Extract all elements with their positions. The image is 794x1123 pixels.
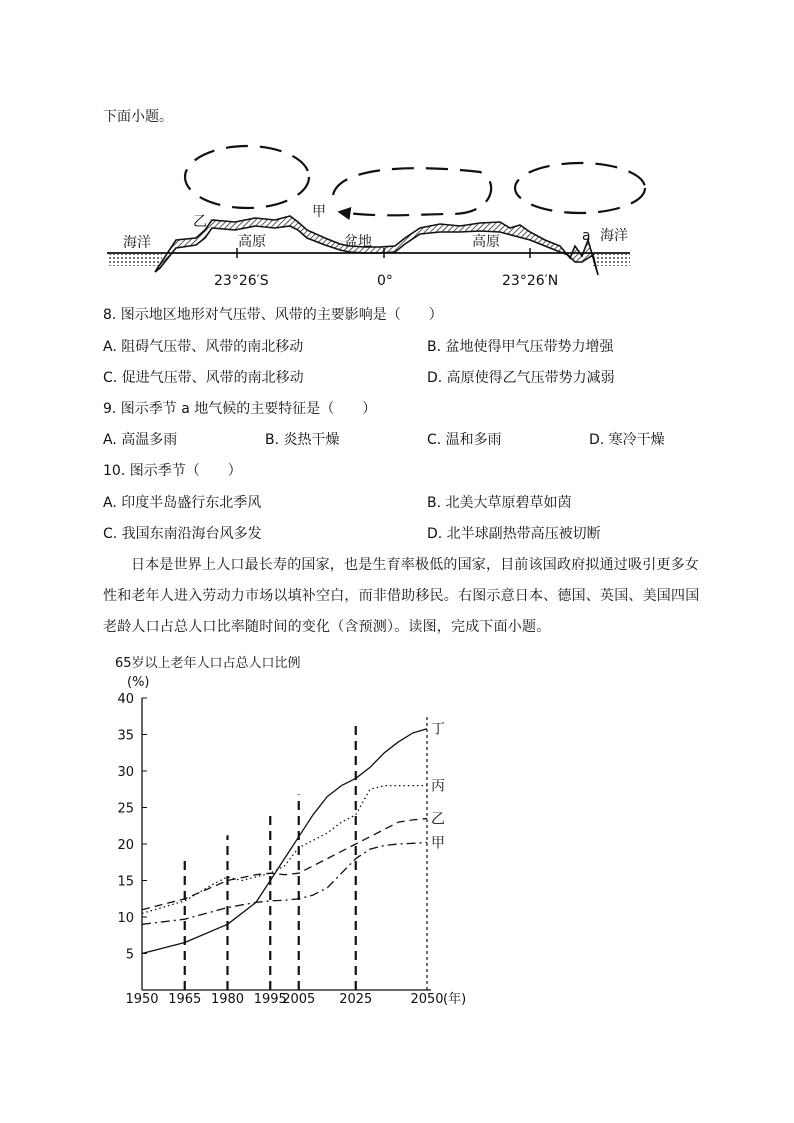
y-tick-label: 40 bbox=[117, 692, 134, 707]
label-lat-s: 23°26′S bbox=[214, 273, 269, 289]
x-tick-label: 2005 bbox=[282, 992, 316, 1007]
option-b: B. 炎热干燥 bbox=[265, 432, 340, 448]
x-tick-label: 1980 bbox=[210, 992, 245, 1007]
y-tick-label: 15 bbox=[117, 874, 134, 890]
y-axis-unit: (%) bbox=[127, 675, 150, 690]
label-yi: 乙 bbox=[193, 214, 207, 230]
y-tick-label: 10 bbox=[117, 911, 134, 926]
ocean-left bbox=[107, 254, 162, 266]
label-lat-0: 0° bbox=[377, 273, 393, 289]
circulation-left bbox=[185, 146, 309, 208]
chart-series bbox=[142, 729, 427, 954]
question-stem: 8. 图示地区地形对气压带、风带的主要影响是（ ） bbox=[103, 307, 443, 323]
passage: 日本是世界上人口最长寿的国家，也是生育率极低的国家，目前该国政府拟通过吸引更多女性和老年人进入劳动力市场以填补空白，而非借助移民。右图示意日本、德国、英国、美国四国老龄人口占总人口比率随时间的变化（含预测）。读图，完成下面小题。 bbox=[103, 557, 700, 635]
x-axis-unit: (年) bbox=[443, 992, 467, 1007]
option-c: C. 温和多雨 bbox=[427, 432, 502, 448]
chart-axes bbox=[142, 698, 431, 990]
label-a: a bbox=[582, 228, 591, 244]
question-stem: 9. 图示季节 a 地气候的主要特征是（ ） bbox=[103, 401, 377, 417]
label-lat-n: 23°26′N bbox=[502, 273, 559, 289]
option-d: D. 高原使得乙气压带势力减弱 bbox=[427, 370, 615, 386]
chart-title: 65岁以上老年人口占总人口比例 bbox=[115, 656, 301, 671]
x-tick-label: 2025 bbox=[339, 992, 373, 1007]
x-tick-label: 2050 bbox=[410, 992, 444, 1007]
option-d: D. 寒冷干燥 bbox=[589, 432, 665, 448]
intro-text: 下面小题。 bbox=[103, 109, 173, 125]
aging-population-chart bbox=[0, 648, 794, 1028]
option-b: B. 盆地使得甲气压带势力增强 bbox=[427, 339, 614, 355]
option-a: A. 印度半岛盛行东北季风 bbox=[103, 495, 262, 511]
question-stem: 10. 图示季节（ ） bbox=[103, 463, 242, 479]
option-c: C. 促进气压带、风带的南北移动 bbox=[103, 370, 304, 386]
label-plateau-right: 高原 bbox=[472, 234, 500, 250]
chart-legend bbox=[431, 722, 445, 852]
series-label: 甲 bbox=[431, 835, 445, 852]
option-c: C. 我国东南沿海台风多发 bbox=[103, 526, 262, 542]
label-jia: 甲 bbox=[312, 204, 326, 220]
y-tick-label: 35 bbox=[117, 728, 134, 744]
y-tick-label: 30 bbox=[117, 765, 134, 780]
chart-vlines bbox=[185, 716, 427, 990]
x-tick-label: 1995 bbox=[253, 992, 287, 1007]
option-a: A. 阻碍气压带、风带的南北移动 bbox=[103, 339, 304, 355]
ocean-right bbox=[593, 254, 630, 266]
x-tick-label: 1950 bbox=[125, 992, 159, 1007]
option-b: B. 北美大草原碧草如茵 bbox=[427, 495, 572, 511]
circulation-right bbox=[515, 163, 645, 213]
y-tick-label: 25 bbox=[117, 801, 134, 817]
label-ocean-left: 海洋 bbox=[123, 235, 151, 251]
series-label: 丙 bbox=[431, 778, 445, 795]
circulation-middle bbox=[333, 168, 491, 215]
circulation-cells bbox=[185, 146, 645, 215]
y-tick-label: 5 bbox=[125, 947, 134, 963]
chart-ticks bbox=[117, 692, 443, 1007]
label-basin: 盆地 bbox=[344, 234, 372, 250]
option-a: A. 高温多雨 bbox=[103, 432, 178, 448]
series-label: 丁 bbox=[431, 721, 445, 738]
x-tick-label: 1965 bbox=[168, 992, 202, 1007]
label-plateau-left: 高原 bbox=[238, 234, 266, 250]
label-ocean-right: 海洋 bbox=[600, 228, 628, 244]
y-tick-label: 20 bbox=[117, 838, 134, 853]
option-d: D. 北半球副热带高压被切断 bbox=[427, 526, 601, 542]
series-label: 乙 bbox=[431, 811, 445, 828]
terrain-profile bbox=[155, 216, 598, 275]
